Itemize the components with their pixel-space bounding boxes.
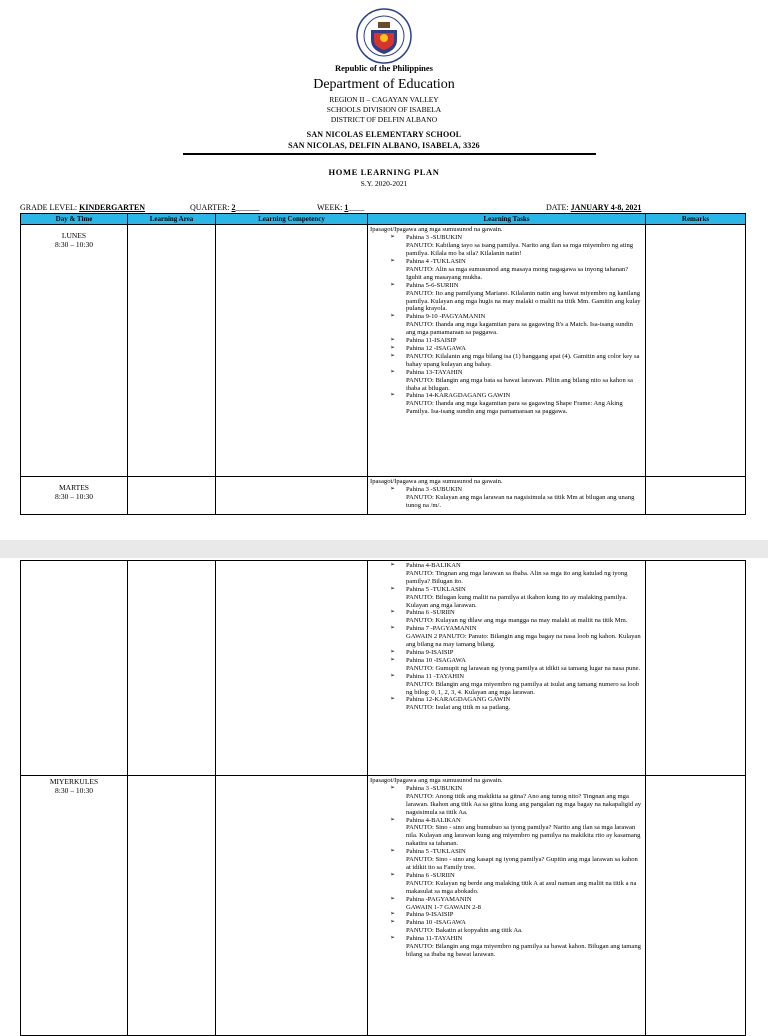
- table-row: [21, 561, 746, 776]
- day-name: MARTES: [59, 483, 89, 493]
- table-row: [21, 776, 746, 1036]
- task-item: [390, 345, 643, 353]
- task-page: Pahina 5 -TUKLASIN: [406, 848, 466, 856]
- task-page: Pahina -PAGYAMANIN: [406, 895, 472, 903]
- task-page: Pahina 6 -SURIIN: [406, 609, 455, 617]
- task-directions: PANUTO: Ito ang pamilyang Mariano. Kilalanin natin ang bawat miyembro ng kanilang pamilya. Kulayan ang mga hugis na may malaki o maliit na titik Mm. Gamitin ang kulay pulang krayola.: [406, 289, 641, 313]
- arrow-bullet-icon: ➢: [390, 281, 396, 288]
- learning-competency-cell: [216, 477, 368, 515]
- arrow-bullet-icon: ➢: [390, 344, 396, 351]
- task-directions: PANUTO: Bakatin at kopyahin ang titik Aa.: [406, 927, 523, 935]
- day-cell: [21, 561, 128, 776]
- task-page: Pahina 5 -TUKLASIN: [406, 585, 466, 593]
- task-list: [370, 562, 643, 712]
- arrow-bullet-icon: ➢: [390, 625, 396, 632]
- task-page: Pahina 4-BALIKAN: [406, 562, 461, 569]
- date-label: DATE:: [546, 203, 569, 212]
- grade-level-field: [20, 203, 145, 212]
- day-cell: [21, 776, 128, 1036]
- task-page: PANUTO: Kilalanin ang mga bilang isa (1) hanggang apat (4). Gamitin ang color key sa bahay upang kulayan ang bahay.: [406, 352, 640, 368]
- task-item: [390, 369, 643, 393]
- task-item: [390, 486, 643, 510]
- task-item: [390, 935, 643, 959]
- division-line: SCHOOLS DIVISION OF ISABELA: [326, 105, 442, 114]
- task-page: Pahina 9-10 -PAGYAMANIN: [406, 313, 486, 321]
- school-address: SAN NICOLAS, DELFIN ALBANO, ISABELA, 3326: [288, 141, 480, 150]
- quarter-field: QUARTER: 2______: [190, 203, 260, 212]
- task-page: Pahina 3 -SUBUKIN: [406, 486, 463, 494]
- day-time: 8:30 – 10:30: [55, 240, 93, 250]
- learning-tasks-cell: [368, 561, 646, 776]
- learning-area-cell: [128, 776, 216, 1036]
- task-directions: PANUTO: Kulayan ng dilaw ang mga mangga na may malaki at maliit na titik Mm.: [406, 617, 628, 625]
- arrow-bullet-icon: ➢: [390, 871, 396, 878]
- remarks-cell: [646, 225, 746, 477]
- learning-tasks-cell: [368, 225, 646, 477]
- header-divider: [183, 153, 596, 155]
- table-header-row: [21, 214, 746, 225]
- school-name: SAN NICOLAS ELEMENTARY SCHOOL: [306, 130, 462, 139]
- task-item: [390, 872, 643, 896]
- week-value: 1: [344, 203, 349, 212]
- task-item: [390, 258, 643, 282]
- task-page: Pahina 13-TAYAHIN: [406, 368, 463, 376]
- task-directions: PANUTO: Kulayan ng berde ang malaking titik A at asul naman ang maliit na titik a na makasulat sa mga abokado.: [406, 879, 637, 895]
- home-learning-plan-table-continued: [20, 560, 746, 1036]
- arrow-bullet-icon: ➢: [390, 656, 396, 663]
- school-year: S.Y. 2020-2021: [360, 179, 408, 188]
- arrow-bullet-icon: ➢: [390, 313, 396, 320]
- col-header: Remarks: [646, 214, 746, 225]
- task-item: [390, 234, 643, 258]
- learning-area-cell: [128, 477, 216, 515]
- task-directions: GAWAIN 1-7 GAWAIN 2-8: [406, 903, 481, 911]
- task-list: [370, 234, 643, 416]
- col-header: Learning Competency: [216, 214, 368, 225]
- date-value: JANUARY 4-8, 2021: [570, 203, 642, 212]
- task-directions: PANUTO: Kabilang tayo sa isang pamilya. Narito ang ilan sa mga miyembro ng ating pamilya. Kilala mo ba sila? Kilalanin natin!: [406, 242, 634, 258]
- task-page: Pahina 3 -SUBUKIN: [406, 784, 463, 792]
- arrow-bullet-icon: ➢: [390, 935, 396, 942]
- arrow-bullet-icon: ➢: [390, 562, 396, 568]
- quarter-value: 2: [231, 203, 236, 212]
- day-cell: [21, 225, 128, 477]
- district-line: DISTRICT OF DELFIN ALBANO: [330, 115, 438, 124]
- task-intro: Ipasagot/Ipagawa ang mga sumusunod na gawain.: [370, 226, 503, 234]
- task-item: [390, 392, 643, 416]
- remarks-cell: [646, 561, 746, 776]
- task-page: Pahina 3 -SUBUKIN: [406, 234, 463, 242]
- task-directions: PANUTO: Anong titik ang makikita sa gitna? Ano ang tunog nito? Tingnan ang mga larawan. Ikahon ang titik Aa sa gitna kung ang pangalan ng mga bagay na nakapaligid ay nagsisimula sa titik Aa.: [406, 792, 642, 816]
- task-directions: PANUTO: Kulayan ang mga larawan na nagsisimula sa titik Mm at bilugan ang unang tunog na /m/.: [406, 494, 635, 510]
- task-directions: PANUTO: Alin sa mga sumusunod ang masaya mong nagagawa sa inyong tahanan? Iguhit ang masayang mukha.: [406, 265, 629, 281]
- task-page: Pahina 12-KARAGDAGANG GAWIN: [406, 696, 511, 704]
- arrow-bullet-icon: ➢: [390, 234, 396, 241]
- week-label: WEEK:: [317, 203, 343, 212]
- learning-competency-cell: [216, 561, 368, 776]
- task-directions: PANUTO: Bilugan kung maliit na pamilya at ikahon kung ito ay malaking pamilya. Kulayan ang mga larawan.: [406, 593, 628, 609]
- task-directions: PANUTO: Isulat ang titik m sa patlang.: [406, 704, 511, 712]
- task-page: Pahina 10 -ISAGAWA: [406, 919, 466, 927]
- task-item: [390, 609, 643, 625]
- deped-seal-icon: [356, 8, 412, 64]
- task-item: [390, 282, 643, 314]
- arrow-bullet-icon: ➢: [390, 337, 396, 344]
- remarks-cell: [646, 776, 746, 1036]
- day-name: MIYERKULES: [49, 777, 99, 786]
- day-cell: [21, 477, 128, 515]
- task-page: Pahina 5-6-SURIIN: [406, 281, 459, 289]
- task-page: Pahina 4-BALIKAN: [406, 816, 461, 824]
- arrow-bullet-icon: ➢: [390, 816, 396, 823]
- task-page: Pahina 10 -ISAGAWA: [406, 656, 466, 664]
- page-gap: [0, 540, 768, 558]
- day-name: LUNES: [61, 231, 87, 241]
- arrow-bullet-icon: ➢: [390, 352, 396, 359]
- task-item: [390, 353, 643, 369]
- quarter-label: QUARTER:: [190, 203, 230, 212]
- task-page: Pahina 14-KARAGDAGANG GAWIN: [406, 392, 511, 400]
- task-page: Pahina 11-ISAISIP: [406, 337, 457, 345]
- week-field: WEEK: 1____: [317, 203, 365, 212]
- task-item: [390, 313, 643, 337]
- day-time: 8:30 – 10:30: [55, 492, 93, 502]
- task-page: Pahina 9-ISAISIP: [406, 911, 454, 919]
- task-item: [390, 696, 643, 712]
- task-item: [390, 896, 643, 912]
- task-intro: Ipasagot/Ipagawa ang mga sumusunod na gawain.: [370, 777, 503, 784]
- grade-value: KINDERGARTEN: [79, 203, 146, 212]
- task-item: [390, 848, 643, 872]
- arrow-bullet-icon: ➢: [390, 258, 396, 265]
- task-list: [370, 785, 643, 959]
- learning-area-cell: [128, 561, 216, 776]
- arrow-bullet-icon: ➢: [390, 585, 396, 592]
- task-item: [390, 673, 643, 697]
- task-page: Pahina 11-TAYAHIN: [406, 935, 463, 943]
- task-item: [390, 911, 643, 919]
- learning-area-cell: [128, 225, 216, 477]
- plan-title: HOME LEARNING PLAN: [328, 167, 440, 177]
- task-directions: PANUTO: Bilangin ang mga bata sa bawat larawan. Piliin ang bilang nito sa kahon sa ibaba at bilugan.: [406, 376, 633, 392]
- task-directions: PANUTO: Tingnan ang mga larawan sa ibaba. Alin sa mga ito ang katulad ng iyong pamilya? Bilugan ito.: [406, 569, 628, 585]
- arrow-bullet-icon: ➢: [390, 648, 396, 655]
- task-directions: PANUTO: Ihanda ang mga kagamitan para sa gagawing Shape Frame: Ang Aking Pamilya. Isa-isang sundin ang mga pamamaraan sa paggawa.: [406, 400, 623, 416]
- arrow-bullet-icon: ➢: [390, 672, 396, 679]
- task-item: [390, 919, 643, 935]
- arrow-bullet-icon: ➢: [390, 609, 396, 616]
- arrow-bullet-icon: ➢: [390, 392, 396, 399]
- task-item: [390, 337, 643, 345]
- learning-competency-cell: [216, 225, 368, 477]
- col-header: Learning Tasks: [368, 214, 646, 225]
- arrow-bullet-icon: ➢: [390, 368, 396, 375]
- task-page: Pahina 6 -SURIIN: [406, 871, 455, 879]
- date-field: [546, 203, 641, 212]
- task-page: Pahina 9-ISAISIP: [406, 648, 454, 656]
- task-page: Pahina 12 -ISAGAWA: [406, 344, 466, 352]
- task-item: [390, 785, 643, 817]
- task-directions: PANUTO: Gumupit ng larawan ng iyong pamilya at idikit sa tamang lugar na nasa pune.: [406, 664, 641, 672]
- task-item: [390, 657, 643, 673]
- task-item: [390, 625, 643, 649]
- learning-competency-cell: [216, 776, 368, 1036]
- task-page: Pahina 7 -PAGYAMANIN: [406, 625, 477, 633]
- republic-line: Republic of the Philippines: [334, 63, 433, 73]
- learning-tasks-cell: [368, 477, 646, 515]
- task-intro: Ipasagot/Ipagawa ang mga sumusunod na gawain.: [370, 478, 503, 486]
- task-page: Pahina 11 -TAYAHIN: [406, 672, 464, 680]
- arrow-bullet-icon: ➢: [390, 784, 396, 791]
- col-header: Learning Area: [128, 214, 216, 225]
- day-time: 8:30 – 10:30: [55, 786, 93, 795]
- home-learning-plan-table: [20, 213, 746, 515]
- task-directions: PANUTO: Bilangin ang mga miyembro ng pamilya sa bawat kahon. Bilugan ang tamang bilang sa ibaba ng bawat larawan.: [406, 943, 641, 958]
- task-page: Pahina 4 -TUKLASIN: [406, 258, 466, 266]
- task-directions: PANUTO: Sino - sino ang bumubuo sa iyong pamilya? Narito ang ilan sa mga larawan nila. Kulayan ang larawan kung ang miyembro ng pamilya na makikita rito ay kasamang nakatira sa tahanan.: [406, 824, 641, 848]
- task-directions: GAWAIN 2 PANUTO: Panuto: Bilangin ang mga bagay na nasa loob ng kahon. Kulayan ang bilang na may tamang bilang.: [406, 633, 641, 649]
- task-directions: PANUTO: Ihanda ang mga kagamitan para sa gagawing It's a Match. Isa-isang sundin ang mga pamamaraan sa paggawa.: [406, 321, 633, 337]
- task-directions: PANUTO: Bilangin ang mga miyembro ng pamilya at isulat ang tamang numero sa loob ng bilog: 0, 1, 2, 3, 4. Kulayan ang mga larawan.: [406, 680, 640, 696]
- department-title: Department of Education: [313, 77, 455, 92]
- arrow-bullet-icon: ➢: [390, 696, 396, 703]
- arrow-bullet-icon: ➢: [390, 895, 396, 902]
- task-item: [390, 817, 643, 849]
- col-header: Day & Time: [21, 214, 128, 225]
- region-line: REGION II – CAGAYAN VALLEY: [329, 95, 439, 104]
- arrow-bullet-icon: ➢: [390, 486, 396, 493]
- task-item: [390, 586, 643, 610]
- arrow-bullet-icon: ➢: [390, 911, 396, 918]
- table-row: [21, 477, 746, 515]
- task-directions: PANUTO: Sino - sino ang kasapi ng iyong pamilya? Gupitin ang mga larawan sa kahon at idikit ito sa Family tree.: [406, 856, 638, 871]
- grade-label: GRADE LEVEL:: [20, 203, 78, 212]
- arrow-bullet-icon: ➢: [390, 919, 396, 926]
- task-item: [390, 562, 643, 586]
- task-list: [370, 486, 643, 510]
- learning-tasks-cell: [368, 776, 646, 1036]
- table-row: [21, 225, 746, 477]
- remarks-cell: [646, 477, 746, 515]
- task-item: [390, 649, 643, 657]
- arrow-bullet-icon: ➢: [390, 848, 396, 855]
